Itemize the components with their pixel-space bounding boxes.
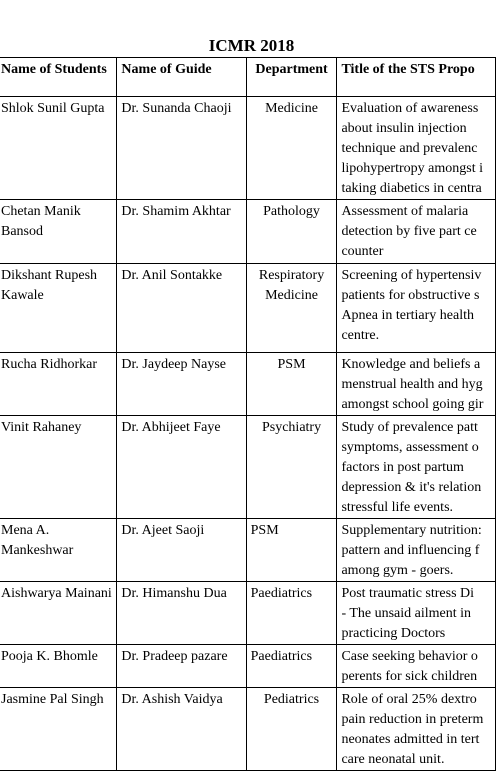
header-department: Department bbox=[246, 58, 337, 97]
student-name-cell bbox=[0, 519, 117, 582]
student-name-cell bbox=[0, 97, 117, 200]
proposal-title-cell-line: care neonatal unit. bbox=[341, 752, 445, 767]
department-cell-line: Paediatrics bbox=[250, 649, 313, 664]
proposal-title-cell-line: Screening of hypertensiv bbox=[341, 268, 482, 283]
guide-name-cell: Dr. Sunanda Chaoji bbox=[117, 97, 246, 200]
table-row bbox=[0, 519, 496, 582]
department-cell bbox=[246, 264, 337, 353]
proposal-title-cell-line: Post traumatic stress Di bbox=[341, 586, 475, 601]
table-header-row bbox=[0, 58, 496, 97]
student-name-cell-line: Rucha Ridhorkar bbox=[1, 357, 98, 372]
proposal-title-cell-line: centre. bbox=[341, 328, 380, 343]
proposal-title-cell bbox=[337, 519, 496, 582]
guide-name-cell: Dr. Shamim Akhtar bbox=[117, 200, 246, 264]
guide-name-cell: Dr. Pradeep pazare bbox=[117, 645, 246, 688]
proposal-title-cell bbox=[337, 97, 496, 200]
proposal-title-cell-line: Study of prevalence patt bbox=[341, 420, 478, 435]
student-name-cell-line: Jasmine Pal Singh bbox=[1, 692, 104, 707]
department-cell bbox=[246, 645, 337, 688]
header-proposal-title: Title of the STS Propo bbox=[337, 58, 496, 97]
proposal-title-cell-line: Assessment of malaria bbox=[341, 204, 469, 219]
guide-name-cell: Dr. Jaydeep Nayse bbox=[117, 353, 246, 416]
department-cell bbox=[246, 353, 337, 416]
proposal-title-cell-line: taking diabetics in centra bbox=[341, 181, 482, 196]
proposal-title-cell bbox=[337, 200, 496, 264]
department-cell bbox=[246, 688, 337, 771]
proposal-title-cell-line: symptoms, assessment o bbox=[341, 440, 479, 455]
proposal-title-cell bbox=[337, 582, 496, 645]
department-cell-line: Respiratory bbox=[258, 268, 325, 283]
proposal-title-cell-line: technique and prevalenc bbox=[341, 141, 478, 156]
department-cell-line: Pathology bbox=[263, 204, 320, 219]
student-name-cell bbox=[0, 582, 117, 645]
table-row bbox=[0, 200, 496, 264]
proposal-title-cell-line: Case seeking behavior o bbox=[341, 649, 478, 664]
student-name-cell-line: Bansod bbox=[1, 224, 43, 239]
department-cell-line: Pediatrics bbox=[263, 692, 320, 707]
guide-name-cell: Dr. Ajeet Saoji bbox=[117, 519, 246, 582]
department-cell-line: PSM bbox=[277, 357, 306, 372]
student-name-cell-line: Vinit Rahaney bbox=[1, 420, 82, 435]
proposal-title-cell-line: amongst school going gir bbox=[341, 397, 484, 412]
proposal-title-cell-line: perents for sick children bbox=[341, 669, 478, 684]
department-cell bbox=[246, 97, 337, 200]
proposal-title-cell-line: among gym - goers. bbox=[341, 563, 454, 578]
document-title: ICMR 2018 bbox=[208, 36, 295, 55]
department-cell-line: Medicine bbox=[265, 288, 318, 303]
student-name-cell-line: Mena A. bbox=[1, 523, 50, 538]
department-cell bbox=[246, 582, 337, 645]
student-name-cell-line: Pooja K. Bhomle bbox=[1, 649, 98, 664]
student-name-cell-line: Kawale bbox=[1, 288, 44, 303]
proposal-title-cell-line: practicing Doctors bbox=[341, 626, 446, 641]
student-name-cell-line: Chetan Manik bbox=[1, 204, 81, 219]
proposal-title-cell-line: Knowledge and beliefs a bbox=[341, 357, 481, 372]
proposal-title-cell-line: depression & it's relation bbox=[341, 480, 482, 495]
student-name-cell bbox=[0, 353, 117, 416]
student-name-cell-line: Dikshant Rupesh bbox=[1, 268, 98, 283]
proposal-title-cell-line: pain reduction in preterm bbox=[341, 712, 484, 727]
department-cell-line: PSM bbox=[250, 523, 279, 538]
proposal-title-cell-line: patients for obstructive s bbox=[341, 288, 480, 303]
header-guide-name: Name of Guide bbox=[117, 58, 246, 97]
student-name-cell bbox=[0, 264, 117, 353]
department-cell bbox=[246, 416, 337, 519]
proposal-title-cell-line: detection by five part ce bbox=[341, 224, 477, 239]
guide-name-cell: Dr. Himanshu Dua bbox=[117, 582, 246, 645]
sts-proposals-table bbox=[0, 57, 496, 771]
proposal-title-cell-line: Apnea in tertiary health bbox=[341, 308, 474, 323]
department-cell-line: Psychiatry bbox=[261, 420, 322, 435]
student-name-cell-line: Aishwarya Mainani bbox=[1, 586, 112, 601]
table-row bbox=[0, 264, 496, 353]
proposal-title-cell-line: neonates admitted in tert bbox=[341, 732, 480, 747]
table-row bbox=[0, 582, 496, 645]
student-name-cell bbox=[0, 645, 117, 688]
student-name-cell bbox=[0, 688, 117, 771]
proposal-title-cell bbox=[337, 264, 496, 353]
proposal-title-cell bbox=[337, 688, 496, 771]
proposal-title-cell bbox=[337, 416, 496, 519]
proposal-title-cell-line: pattern and influencing f bbox=[341, 543, 480, 558]
student-name-cell-line: Shlok Sunil Gupta bbox=[1, 101, 105, 116]
table-row bbox=[0, 353, 496, 416]
proposal-title-cell bbox=[337, 353, 496, 416]
proposal-title-cell bbox=[337, 645, 496, 688]
department-cell-line: Paediatrics bbox=[250, 586, 313, 601]
proposal-title-cell-line: lipohypertropy amongst i bbox=[341, 161, 483, 176]
student-name-cell-line: Mankeshwar bbox=[1, 543, 74, 558]
proposal-title-cell-line: Role of oral 25% dextro bbox=[341, 692, 477, 707]
proposal-title-cell-line: stressful life events. bbox=[341, 500, 454, 515]
table-row bbox=[0, 645, 496, 688]
proposal-title-cell-line: factors in post partum bbox=[341, 460, 464, 475]
table-row bbox=[0, 416, 496, 519]
student-name-cell bbox=[0, 416, 117, 519]
header-student-name: Name of Students bbox=[0, 58, 117, 97]
department-cell-line: Medicine bbox=[265, 101, 318, 116]
proposal-title-cell-line: Evaluation of awareness bbox=[341, 101, 479, 116]
proposal-title-cell-line: menstrual health and hyg bbox=[341, 377, 483, 392]
proposal-title-cell-line: about insulin injection bbox=[341, 121, 467, 136]
department-cell bbox=[246, 200, 337, 264]
proposal-title-cell-line: counter bbox=[341, 244, 384, 259]
student-name-cell bbox=[0, 200, 117, 264]
table-row bbox=[0, 688, 496, 771]
guide-name-cell: Dr. Abhijeet Faye bbox=[117, 416, 246, 519]
department-cell bbox=[246, 519, 337, 582]
proposal-title-cell-line: - The unsaid ailment in bbox=[341, 606, 472, 621]
table-row bbox=[0, 97, 496, 200]
guide-name-cell: Dr. Anil Sontakke bbox=[117, 264, 246, 353]
proposal-title-cell-line: Supplementary nutrition: bbox=[341, 523, 482, 538]
guide-name-cell: Dr. Ashish Vaidya bbox=[117, 688, 246, 771]
